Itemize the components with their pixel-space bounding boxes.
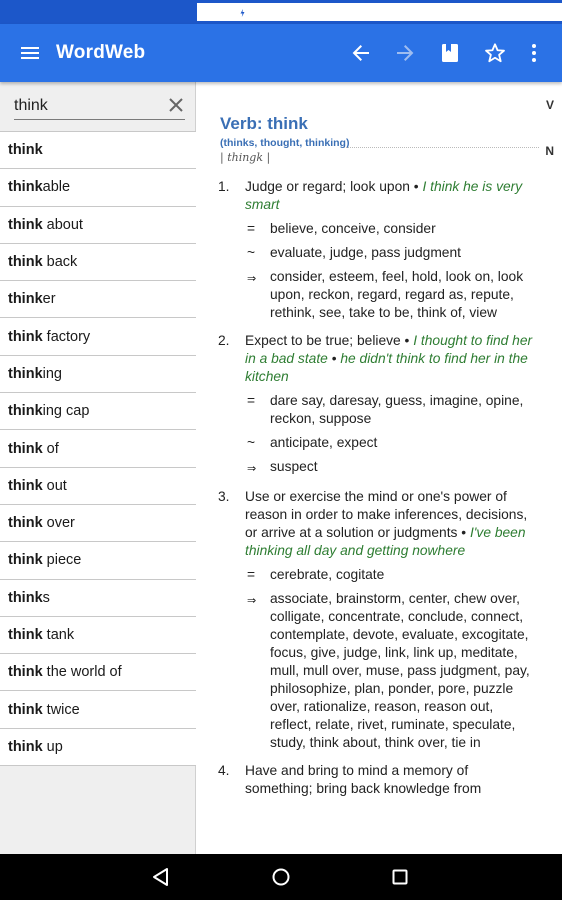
- list-item[interactable]: [0, 468, 196, 505]
- word-list: [0, 131, 196, 766]
- app-bar: [0, 24, 562, 82]
- related-words[interactable]: consider, esteem, feel, hold, look on, look upon, reckon, regard, regard as, repute, rethink, see, take to be, think of, view: [270, 269, 524, 320]
- similar-words-symbol: ~: [247, 435, 256, 450]
- back-arrow-icon[interactable]: [349, 41, 373, 65]
- related-words-symbol: ⇒: [247, 595, 257, 607]
- list-item[interactable]: [0, 542, 196, 579]
- nav-noun[interactable]: N: [545, 144, 554, 158]
- list-item-suffix: of: [42, 440, 59, 457]
- list-item[interactable]: [0, 318, 196, 355]
- synonyms[interactable]: believe, conceive, consider: [270, 221, 436, 236]
- entry-header: [220, 114, 349, 164]
- definition-text: Expect to be true; believe: [245, 333, 401, 348]
- list-item-match: think: [8, 515, 43, 532]
- list-item[interactable]: [0, 207, 196, 244]
- synonyms[interactable]: cerebrate, cogitate: [270, 567, 385, 582]
- bullet: •: [413, 179, 419, 194]
- list-item-match: think: [8, 738, 43, 755]
- list-item-suffix: factory: [42, 328, 91, 345]
- list-item-match: think: [8, 664, 43, 681]
- star-icon[interactable]: [483, 41, 507, 65]
- battery-icon: [238, 5, 247, 20]
- list-item-match: think: [8, 701, 43, 718]
- list-item[interactable]: [0, 281, 196, 318]
- entry-heading: Verb: think: [220, 114, 308, 133]
- synonyms-symbol: =: [247, 221, 256, 236]
- list-item-suffix: piece: [42, 552, 82, 569]
- sense-definition: [245, 762, 538, 798]
- signal-icon: [219, 5, 232, 19]
- sense-definition: [245, 178, 538, 214]
- sense-definition: [245, 488, 538, 560]
- app-title: WordWeb: [56, 42, 146, 63]
- nav-recents-icon[interactable]: [389, 866, 411, 888]
- divider: [344, 147, 539, 148]
- system-nav-bar: [0, 854, 562, 900]
- nav-home-icon[interactable]: [270, 866, 292, 888]
- list-item[interactable]: [0, 654, 196, 691]
- definition-panel: [197, 82, 562, 854]
- list-item[interactable]: [0, 169, 196, 206]
- bullet: •: [404, 333, 410, 348]
- list-item[interactable]: [0, 729, 196, 766]
- sense-number: 1.: [218, 179, 230, 194]
- related-words-symbol: ⇒: [247, 463, 257, 475]
- menu-icon[interactable]: [18, 41, 42, 65]
- definition-text: Judge or regard; look upon: [245, 179, 410, 194]
- similar-words-row: [245, 434, 538, 452]
- list-item-match: think: [8, 589, 43, 606]
- sense-body: [245, 178, 538, 322]
- similar-words[interactable]: anticipate, expect: [270, 435, 378, 450]
- list-item-match: think: [8, 440, 43, 457]
- example-text: I thought to find her in a bad state: [245, 333, 533, 366]
- list-item[interactable]: [0, 356, 196, 393]
- search-field: [14, 94, 185, 120]
- sense-item: [218, 178, 538, 322]
- list-item-suffix: ing cap: [42, 403, 90, 420]
- list-item-suffix: up: [42, 738, 63, 755]
- list-item-match: think: [8, 254, 43, 271]
- list-item[interactable]: [0, 244, 196, 281]
- list-item-suffix: ing: [42, 365, 62, 382]
- related-words[interactable]: associate, brainstorm, center, chew over, colligate, concentrate, conclude, connect, contemplate, devote, evaluate, excogitate, focus, give, judge, link, link up, meditate, mull, mull over, muse, pass judgment, pay, philosophize, plan, ponder, pore, puzzle over, rationalize, reason, reason out, reflect, relate, rivet, ruminate, speculate, study, think about, think over, tie in: [270, 591, 530, 750]
- definition-text: Use or exercise the mind or one's power of reason in order to make inferences, decisions, or arrive at a solution or judgments: [245, 489, 528, 540]
- example-text: I think he is very smart: [245, 179, 523, 212]
- list-item[interactable]: [0, 580, 196, 617]
- list-item-suffix: able: [42, 179, 71, 196]
- sense-body: [245, 332, 538, 478]
- related-words[interactable]: suspect: [270, 459, 318, 474]
- list-item[interactable]: [0, 505, 196, 542]
- list-item-suffix: tank: [42, 627, 75, 643]
- bullet: •: [461, 525, 467, 540]
- list-item[interactable]: [0, 393, 196, 430]
- status-time: 5:42: [253, 4, 281, 20]
- sense-number: 3.: [218, 489, 230, 504]
- list-item-match: think: [8, 142, 43, 159]
- list-item-suffix: er: [42, 291, 56, 308]
- list-item[interactable]: [0, 430, 196, 467]
- sense-definition: [245, 332, 538, 386]
- search-input[interactable]: [14, 94, 154, 118]
- similar-words[interactable]: evaluate, judge, pass judgment: [270, 245, 461, 260]
- sense-number: 2.: [218, 333, 230, 348]
- list-item-suffix: twice: [42, 701, 80, 718]
- status-bar: [0, 0, 562, 24]
- overflow-menu-icon[interactable]: [522, 41, 546, 65]
- list-item-suffix: the world of: [42, 664, 122, 681]
- sense-body: [245, 762, 538, 798]
- forward-arrow-icon[interactable]: [393, 41, 417, 65]
- list-item-match: think: [8, 328, 43, 345]
- word-list-panel: [0, 82, 196, 854]
- nav-verb[interactable]: V: [545, 98, 554, 112]
- nav-back-icon[interactable]: [150, 866, 172, 888]
- synonyms-row: [245, 566, 538, 584]
- entry-forms: (thinks, thought, thinking): [220, 137, 350, 149]
- synonyms-symbol: =: [247, 567, 256, 582]
- list-item-match: think: [8, 477, 43, 494]
- sense-item: [218, 332, 538, 478]
- list-item-match: think: [8, 365, 43, 382]
- related-words-row: [245, 590, 538, 752]
- list-item-match: think: [8, 179, 43, 196]
- list-item-suffix: s: [42, 589, 50, 606]
- bullet: •: [331, 351, 337, 366]
- sense-item: [218, 488, 538, 752]
- list-item-suffix: over: [42, 515, 75, 532]
- list-item-match: think: [8, 403, 43, 420]
- similar-words-symbol: ~: [247, 245, 256, 260]
- related-words-row: [245, 458, 538, 478]
- list-item-suffix: back: [42, 254, 78, 271]
- sense-item: [218, 762, 538, 798]
- example-text: he didn't think to find her in the kitchen: [245, 351, 528, 384]
- synonyms-row: [245, 392, 538, 428]
- list-item-match: think: [8, 627, 43, 643]
- clear-icon[interactable]: [167, 96, 185, 114]
- wifi-icon: [197, 5, 213, 19]
- sense-list: [218, 178, 538, 808]
- related-words-row: [245, 268, 538, 322]
- synonyms-symbol: =: [247, 393, 256, 408]
- list-item-match: think: [8, 552, 43, 569]
- list-item[interactable]: [0, 617, 196, 654]
- list-item-match: think: [8, 291, 43, 308]
- list-item[interactable]: [0, 691, 196, 728]
- book-icon[interactable]: [438, 41, 462, 65]
- list-item[interactable]: [0, 132, 196, 169]
- sense-body: [245, 488, 538, 752]
- entry-pronunciation: | thingk |: [220, 151, 271, 164]
- similar-words-row: [245, 244, 538, 262]
- example-text: I've been thinking all day and getting nowhere: [245, 525, 526, 558]
- definition-text: Have and bring to mind a memory of something; bring back knowledge from: [245, 763, 482, 796]
- list-item-suffix: out: [42, 477, 67, 494]
- list-item-match: think: [8, 216, 43, 233]
- sense-number: 4.: [218, 763, 230, 778]
- list-item-suffix: about: [42, 216, 83, 233]
- related-words-symbol: ⇒: [247, 273, 257, 285]
- synonyms[interactable]: dare say, daresay, guess, imagine, opine, reckon, suppose: [270, 393, 524, 426]
- synonyms-row: [245, 220, 538, 238]
